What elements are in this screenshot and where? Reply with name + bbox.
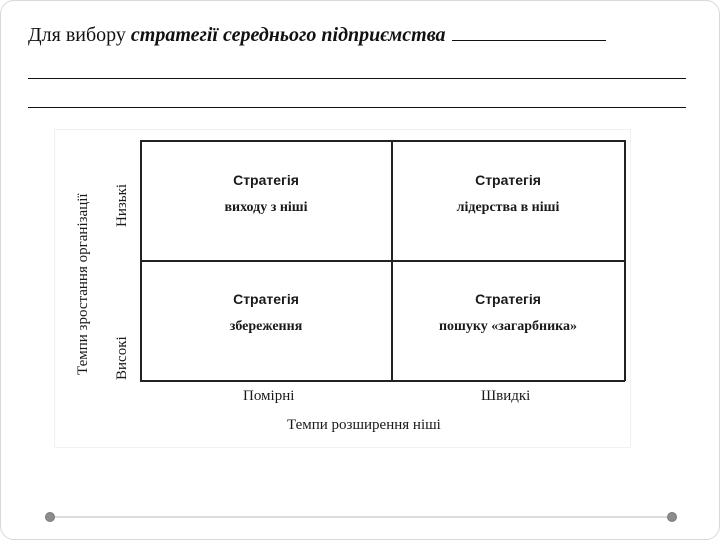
right-bullet-icon — [667, 512, 677, 522]
matrix-top-border — [140, 140, 625, 142]
quadrant-preservation — [151, 291, 381, 335]
x-axis-line — [140, 380, 625, 382]
matrix-right-border — [624, 140, 626, 381]
left-bullet-icon — [45, 512, 55, 522]
strategy-matrix — [55, 130, 630, 447]
quadrant-niche-leadership — [393, 172, 623, 216]
quadrant-subtitle: пошуку «загарбника» — [438, 319, 577, 334]
quadrant-exit-niche — [151, 172, 381, 216]
fill-in-blank-line — [452, 22, 606, 41]
fill-in-rule-1 — [28, 78, 686, 79]
footer-divider — [51, 516, 671, 518]
heading-emphasis: стратегії середнього підприємства — [130, 24, 446, 46]
x-level-moderate: Помірні — [243, 388, 295, 404]
quadrant-subtitle: лідерства в ніші — [456, 200, 560, 215]
quadrant-subtitle: збереження — [229, 319, 303, 334]
matrix-middle-line — [140, 260, 625, 262]
quadrant-title: Стратегія — [233, 172, 299, 188]
x-level-fast: Швидкі — [481, 388, 531, 404]
slide-heading — [28, 21, 698, 49]
y-level-high: Високі — [114, 336, 130, 380]
y-axis-title: Темпи зростання організації — [75, 193, 91, 375]
y-level-low: Низькі — [114, 183, 130, 227]
quadrant-seek-invader — [393, 291, 623, 335]
x-axis-title: Темпи розширення ніші — [287, 417, 441, 433]
quadrant-title: Стратегія — [475, 291, 541, 307]
quadrant-title: Стратегія — [475, 172, 541, 188]
fill-in-rule-2 — [28, 107, 686, 108]
quadrant-subtitle: виходу з ніші — [224, 200, 308, 215]
quadrant-title: Стратегія — [233, 291, 299, 307]
heading-prefix: Для вибору — [28, 24, 131, 46]
